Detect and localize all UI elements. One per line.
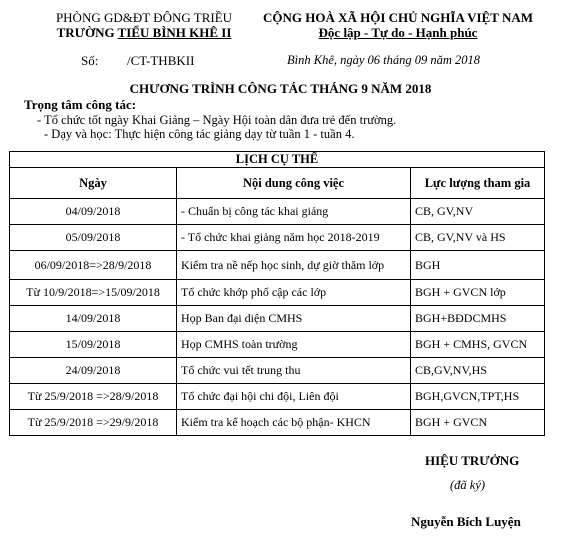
document-number-label: Số:	[81, 53, 99, 68]
schedule-caption: LỊCH CỤ THỂ	[10, 152, 545, 168]
document-title: CHƯƠNG TRÌNH CÔNG TÁC THÁNG 9 NĂM 2018	[129, 81, 432, 96]
national-title: CỘNG HOÀ XÃ HỘI CHỦ NGHĨA VIỆT NAM	[262, 10, 534, 25]
date-cell: 14/09/2018	[10, 306, 177, 332]
task-cell: - Chuẩn bị công tác khai giảng	[177, 199, 411, 225]
participants-cell: BGH + GVCN	[411, 410, 545, 436]
table-row	[10, 358, 545, 384]
focus-line: - Tổ chức tốt ngày Khai Giảng – Ngày Hội toàn dân đưa trẻ đến trường.	[37, 113, 397, 127]
date-cell: 04/09/2018	[10, 199, 177, 225]
school-name-underlined: TIỂU BÌNH KHÊ II	[117, 25, 232, 40]
task-cell: Tổ chức vui tết trung thu	[177, 358, 411, 384]
place-and-date: Bình Khê, ngày 06 tháng 09 năm 2018	[287, 53, 481, 67]
task-cell: Tổ chức đại hội chi đội, Liên đội	[177, 384, 411, 410]
participants-cell: BGH + CMHS, GVCN	[411, 332, 545, 358]
table-row	[10, 384, 545, 410]
date-cell: 24/09/2018	[10, 358, 177, 384]
participants-cell: BGH	[411, 251, 545, 280]
schedule-caption-row	[10, 152, 545, 168]
task-cell: Kiểm tra nề nếp học sinh, dự giờ thăm lớp	[177, 251, 411, 280]
table-row	[10, 410, 545, 436]
participants-cell: BGH,GVCN,TPT,HS	[411, 384, 545, 410]
table-row	[10, 306, 545, 332]
date-cell: Từ 10/9/2018=>15/09/2018	[10, 280, 177, 306]
department-name: PHÒNG GD&ĐT ĐÔNG TRIỀU	[55, 10, 233, 25]
participants-cell: CB,GV,NV,HS	[411, 358, 545, 384]
table-row	[10, 225, 545, 251]
signature-note: (đã ký)	[450, 478, 486, 492]
date-cell: Từ 25/9/2018 =>28/9/2018	[10, 384, 177, 410]
date-cell: 15/09/2018	[10, 332, 177, 358]
signature-title: HIỆU TRƯỞNG	[425, 453, 520, 468]
task-cell: Kiểm tra kế hoạch các bộ phận- KHCN	[177, 410, 411, 436]
table-row	[10, 280, 545, 306]
column-header-participants: Lực lượng tham gia	[411, 168, 545, 199]
header-row	[10, 168, 545, 199]
participants-cell: BGH + GVCN lớp	[411, 280, 545, 306]
signer-name: Nguyễn Bích Luyện	[411, 514, 521, 529]
date-cell: 05/09/2018	[10, 225, 177, 251]
task-cell: - Tổ chức khai giảng năm học 2018-2019	[177, 225, 411, 251]
participants-cell: CB, GV,NV và HS	[411, 225, 545, 251]
table-row	[10, 199, 545, 225]
task-cell: Họp CMHS toàn trường	[177, 332, 411, 358]
focus-line: - Dạy và học: Thực hiện công tác giảng dạy từ tuần 1 - tuần 4.	[44, 127, 355, 141]
school-name	[44, 25, 244, 41]
participants-cell: CB, GV,NV	[411, 199, 545, 225]
column-header-content: Nội dung công việc	[177, 168, 411, 199]
table-row	[10, 251, 545, 280]
task-cell: Tổ chức khớp phổ cập các lớp	[177, 280, 411, 306]
task-cell: Họp Ban đại diện CMHS	[177, 306, 411, 332]
school-prefix: TRƯỜNG	[56, 25, 118, 40]
national-motto: Độc lập - Tự do - Hạnh phúc	[318, 25, 478, 40]
focus-heading: Trọng tâm công tác:	[24, 97, 137, 112]
participants-cell: BGH+BĐDCMHS	[411, 306, 545, 332]
document-number: /CT-THBKII	[127, 53, 195, 68]
table-row	[10, 332, 545, 358]
date-cell: 06/09/2018=>28/9/2018	[10, 251, 177, 280]
date-cell: Từ 25/9/2018 =>29/9/2018	[10, 410, 177, 436]
column-header-date: Ngày	[10, 168, 177, 199]
schedule-table	[9, 151, 545, 436]
